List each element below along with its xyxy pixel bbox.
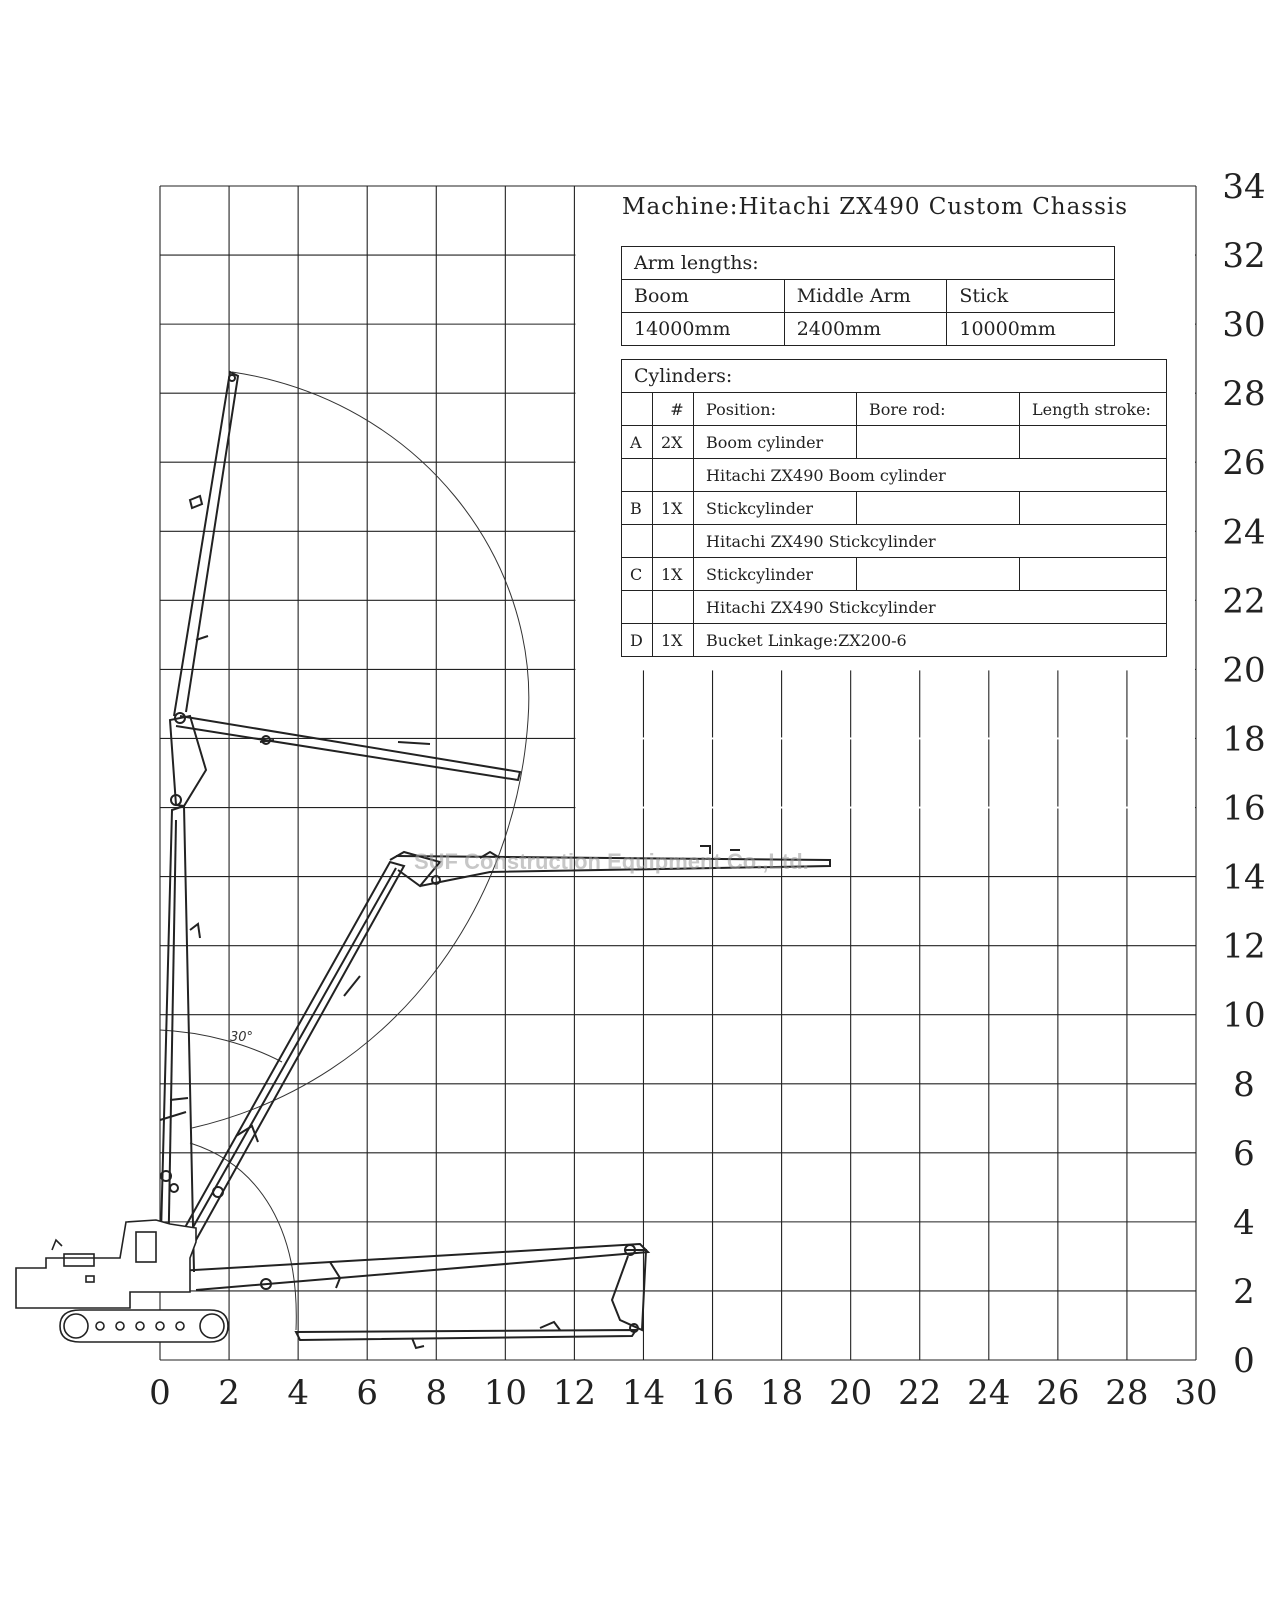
cyl-bore	[857, 558, 1020, 591]
cyl-count	[653, 525, 694, 558]
y-tick-label: 14	[1222, 857, 1266, 898]
grid-mask	[575, 737, 1195, 739]
x-tick-label: 24	[967, 1373, 1011, 1413]
x-tick-label: 14	[621, 1373, 666, 1413]
y-tick-label: 2	[1233, 1271, 1255, 1312]
cyl-count	[653, 459, 694, 492]
table-row	[622, 459, 1167, 492]
cylinders-table	[621, 359, 1167, 657]
stick-horizontal-high	[176, 716, 520, 780]
x-tick-label: 6	[356, 1373, 379, 1413]
arm-val-middle: 2400mm	[784, 313, 947, 346]
cyl-count: 1X	[653, 558, 694, 591]
table-row	[622, 624, 1167, 657]
cyl-bore	[857, 492, 1020, 525]
arm-val-stick: 10000mm	[947, 313, 1115, 346]
lower-reach-arc	[190, 1143, 296, 1330]
x-tick-label: 2	[218, 1373, 240, 1413]
cyl-count: 2X	[653, 426, 694, 459]
x-tick-label: 0	[149, 1373, 171, 1413]
cyl-col-id	[622, 393, 653, 426]
y-tick-label: 16	[1222, 788, 1266, 829]
grid-mask	[575, 668, 1195, 670]
y-tick-label: 4	[1233, 1202, 1255, 1243]
machine-title: Machine:Hitachi ZX490 Custom Chassis	[622, 194, 1129, 220]
angle-arc	[160, 1030, 282, 1062]
x-tick-label: 18	[759, 1373, 804, 1413]
cyl-id: B	[622, 492, 653, 525]
arm-lengths-table	[621, 246, 1115, 346]
y-tick-label: 20	[1222, 650, 1266, 691]
y-tick-label: 24	[1222, 512, 1266, 553]
cyl-count: 1X	[653, 624, 694, 657]
cyl-col-stroke: Length stroke:	[1020, 393, 1167, 426]
stick-low	[296, 1322, 636, 1348]
y-tick-label: 32	[1222, 236, 1266, 277]
cyl-id: C	[622, 558, 653, 591]
y-axis-tick-labels	[1222, 167, 1265, 1381]
watermark: SUF Construction Equipment Co.,Ltd.	[414, 849, 809, 874]
cyl-count: 1X	[653, 492, 694, 525]
cyl-position: Boom cylinder	[694, 426, 857, 459]
boom-vertical	[160, 806, 200, 1272]
y-tick-label: 12	[1222, 926, 1266, 967]
y-tick-label: 10	[1222, 995, 1266, 1036]
x-tick-label: 16	[690, 1373, 735, 1413]
grid-mask	[575, 807, 1195, 809]
y-tick-label: 6	[1233, 1133, 1255, 1174]
cyl-col-count: #	[653, 393, 694, 426]
cyl-id: D	[622, 624, 653, 657]
angle-label: 30°	[230, 1030, 254, 1045]
stick-up	[174, 372, 238, 716]
cyl-note: Hitachi ZX490 Stickcylinder	[694, 591, 1167, 624]
cyl-count	[653, 591, 694, 624]
cyl-note: Hitachi ZX490 Boom cylinder	[694, 459, 1167, 492]
cyl-stroke	[1020, 492, 1167, 525]
x-tick-label: 28	[1105, 1373, 1149, 1413]
cyl-col-bore: Bore rod:	[857, 393, 1020, 426]
cyl-stroke	[1020, 426, 1167, 459]
y-tick-label: 0	[1233, 1341, 1255, 1381]
cyl-col-position: Position:	[694, 393, 857, 426]
table-row	[622, 558, 1167, 591]
cyl-id	[622, 525, 653, 558]
x-tick-label: 8	[425, 1373, 448, 1413]
y-tick-label: 22	[1222, 581, 1266, 622]
cylinders-heading: Cylinders:	[622, 360, 1167, 393]
x-tick-label: 4	[287, 1373, 309, 1413]
x-tick-label: 12	[552, 1373, 597, 1413]
arm-col-middle: Middle Arm	[784, 280, 947, 313]
cyl-bore	[857, 426, 1020, 459]
cyl-position: Bucket Linkage:ZX200-6	[694, 624, 1167, 657]
excavator	[16, 1220, 228, 1342]
arm-col-boom: Boom	[622, 280, 785, 313]
x-tick-label: 30	[1174, 1373, 1218, 1413]
y-tick-label: 28	[1222, 374, 1266, 415]
y-tick-label: 26	[1222, 443, 1266, 484]
x-tick-label: 20	[829, 1373, 873, 1413]
cyl-id: A	[622, 426, 653, 459]
y-tick-label: 8	[1233, 1064, 1255, 1105]
x-tick-label: 26	[1036, 1373, 1080, 1413]
arm-col-stick: Stick	[947, 280, 1115, 313]
y-tick-label: 30	[1222, 305, 1266, 346]
cyl-id	[622, 591, 653, 624]
x-tick-label: 10	[483, 1373, 527, 1413]
cyl-position: Stickcylinder	[694, 492, 857, 525]
y-tick-label: 18	[1222, 719, 1266, 760]
middle-arm-low	[612, 1245, 646, 1332]
arm-lengths-heading: Arm lengths:	[622, 247, 1115, 280]
table-row	[622, 492, 1167, 525]
table-row	[622, 591, 1167, 624]
table-row	[622, 426, 1167, 459]
table-row	[622, 525, 1167, 558]
cyl-stroke	[1020, 558, 1167, 591]
arm-val-boom: 14000mm	[622, 313, 785, 346]
cyl-id	[622, 459, 653, 492]
x-axis-tick-labels	[149, 1373, 1217, 1413]
cyl-position: Stickcylinder	[694, 558, 857, 591]
x-tick-label: 22	[898, 1373, 942, 1413]
cyl-note: Hitachi ZX490 Stickcylinder	[694, 525, 1167, 558]
y-tick-label: 34	[1222, 167, 1266, 207]
